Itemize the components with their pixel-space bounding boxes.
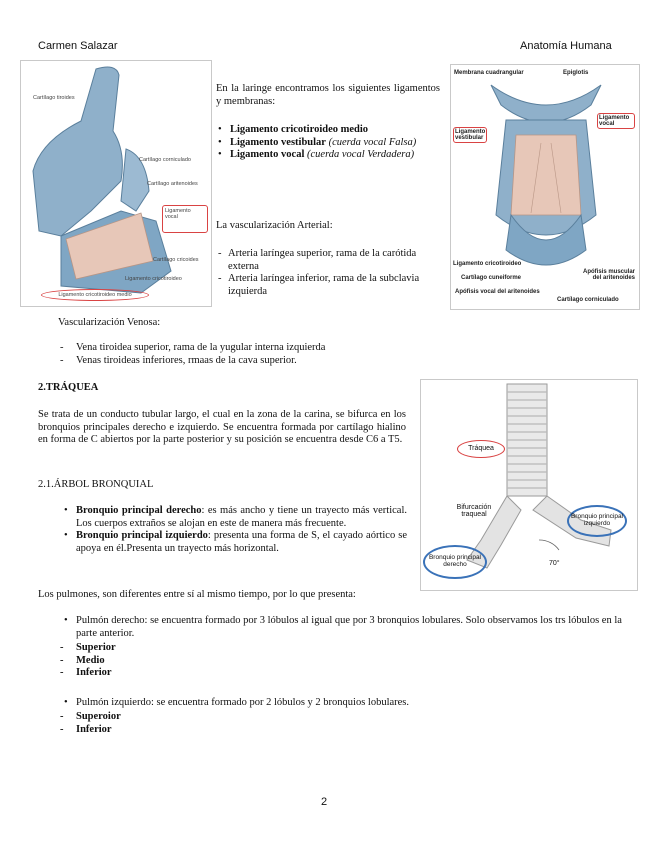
- trachea-heading: 2.TRÁQUEA: [38, 382, 99, 393]
- ligament-list: [216, 124, 446, 162]
- label-trachea: Tráquea: [457, 440, 505, 458]
- left-lobes: [58, 711, 121, 736]
- label-vocal-ligament: Ligamento vocal: [162, 205, 208, 233]
- lobe-item: - Superior: [58, 642, 116, 655]
- venous-list: [58, 342, 418, 367]
- label-corniculate-cartilage: Cartílago corniculado: [139, 157, 191, 163]
- ligament-item: • Ligamento cricotiroideo medio: [216, 124, 446, 137]
- arterial-list: [216, 248, 444, 298]
- subject-title: Anatomía Humana: [520, 40, 612, 52]
- label-right-main-bronchus: Bronquio principal derecho: [423, 545, 487, 579]
- venous-item: - Venas tiroideas inferiores, rmaas de la cava superior.: [58, 355, 418, 368]
- left-lung-item: • Pulmón izquierdo: se encuentra formado por 2 lóbulos y 2 bronquios lobulares.: [62, 697, 622, 710]
- venous-title: Vascularización Venosa:: [58, 317, 161, 328]
- larynx-lateral-figure: [20, 60, 212, 307]
- right-lung-list: [62, 615, 622, 640]
- label-cricothyroid-ligament: Ligamento cricotiroideo: [125, 276, 182, 282]
- label-muscular-process: Apófisis muscular del aritenoides: [582, 269, 635, 281]
- arterial-item: - Arteria laríngea inferior, rama de la subclavia izquierda: [216, 273, 444, 298]
- bronchus-item: • Bronquio principal derecho: es más ancho y tiene un trayecto más vertical. Los cuerpos extraños se alojan en este de manera más frecuente.: [62, 505, 407, 530]
- label-median-cricothyroid-ligament: Ligamento cricotiroideo medio: [41, 289, 149, 301]
- label-vestibular-ligament: Ligamento vestibular: [455, 129, 486, 141]
- label-vocal-process: Apófisis vocal del aritenoides: [455, 289, 540, 295]
- trachea-figure: [420, 379, 638, 591]
- author-name: Carmen Salazar: [38, 40, 118, 52]
- bronchi-list: [62, 505, 407, 555]
- intro-paragraph: En la laringe encontramos los siguientes ligamentos y membranas:: [216, 83, 440, 107]
- bronchus-item: • Bronquio principal izquierdo: presenta una forma de S, el cayado aórtico se apoya en él.Presenta un trayecto más horizontal.: [62, 530, 407, 555]
- larynx-internal-figure: [450, 64, 640, 310]
- lobe-item: - Medio: [58, 655, 116, 668]
- label-left-main-bronchus: Bronquio principal izquierdo: [567, 505, 627, 537]
- label-cricothyroid-ligament-2: Ligamento cricotiroideo: [453, 261, 522, 267]
- label-arytenoid-cartilage: Cartílago aritenoides: [147, 181, 198, 187]
- lobe-item: - Inferior: [58, 724, 121, 737]
- ligament-item: • Ligamento vocal (cuerda vocal Verdadera): [216, 149, 446, 162]
- label-angle: 70°: [549, 560, 560, 567]
- arterial-title: La vascularización Arterial:: [216, 220, 333, 231]
- lungs-intro: Los pulmones, son diferentes entre sí al mismo tiempo, por lo que presenta:: [38, 589, 356, 600]
- bronchi-heading: 2.1.ÁRBOL BRONQUIAL: [38, 479, 154, 490]
- arterial-item: - Arteria laríngea superior, rama de la carótida externa: [216, 248, 444, 273]
- right-lung-item: • Pulmón derecho: se encuentra formado por 3 lóbulos al igual que por 3 bronquios lobulares. Solo observamos los trs lóbulos en la parte anterior.: [62, 615, 622, 640]
- label-quadrangular-membrane: Membrana cuadrangular: [454, 70, 524, 76]
- lobe-item: - Inferior: [58, 667, 116, 680]
- trachea-paragraph: Se trata de un conducto tubular largo, el cual en la zona de la carina, se bifurca en los bronquios principales derecho e izquierdo. Se encuentra formada por cartílago hialino en forma de C abiertos por la parte posterior y su posición se encuentra desde C6 a T5.: [38, 409, 406, 445]
- label-corniculate-cartilage-2: Cartílago corniculado: [557, 297, 619, 303]
- label-cuneiform-cartilage: Cartílago cuneiforme: [461, 275, 522, 281]
- venous-item: - Vena tiroidea superior, rama de la yugular interna izquierda: [58, 342, 418, 355]
- right-lobes: [58, 642, 116, 680]
- label-epiglottis: Epiglotis: [563, 70, 589, 76]
- page-number: 2: [321, 796, 328, 808]
- label-thyroid-cartilage: Cartílago tiroides: [33, 95, 75, 101]
- label-cricoid-cartilage: Cartílago cricoides: [153, 257, 199, 263]
- left-lung-list: [62, 697, 622, 710]
- ligament-item: • Ligamento vestibular (cuerda vocal Falsa): [216, 137, 446, 150]
- lobe-item: - Superoior: [58, 711, 121, 724]
- label-vocal-ligament-2: Ligamento vocal: [597, 113, 635, 129]
- label-tracheal-bifurcation: Bifurcación traqueal: [456, 504, 492, 518]
